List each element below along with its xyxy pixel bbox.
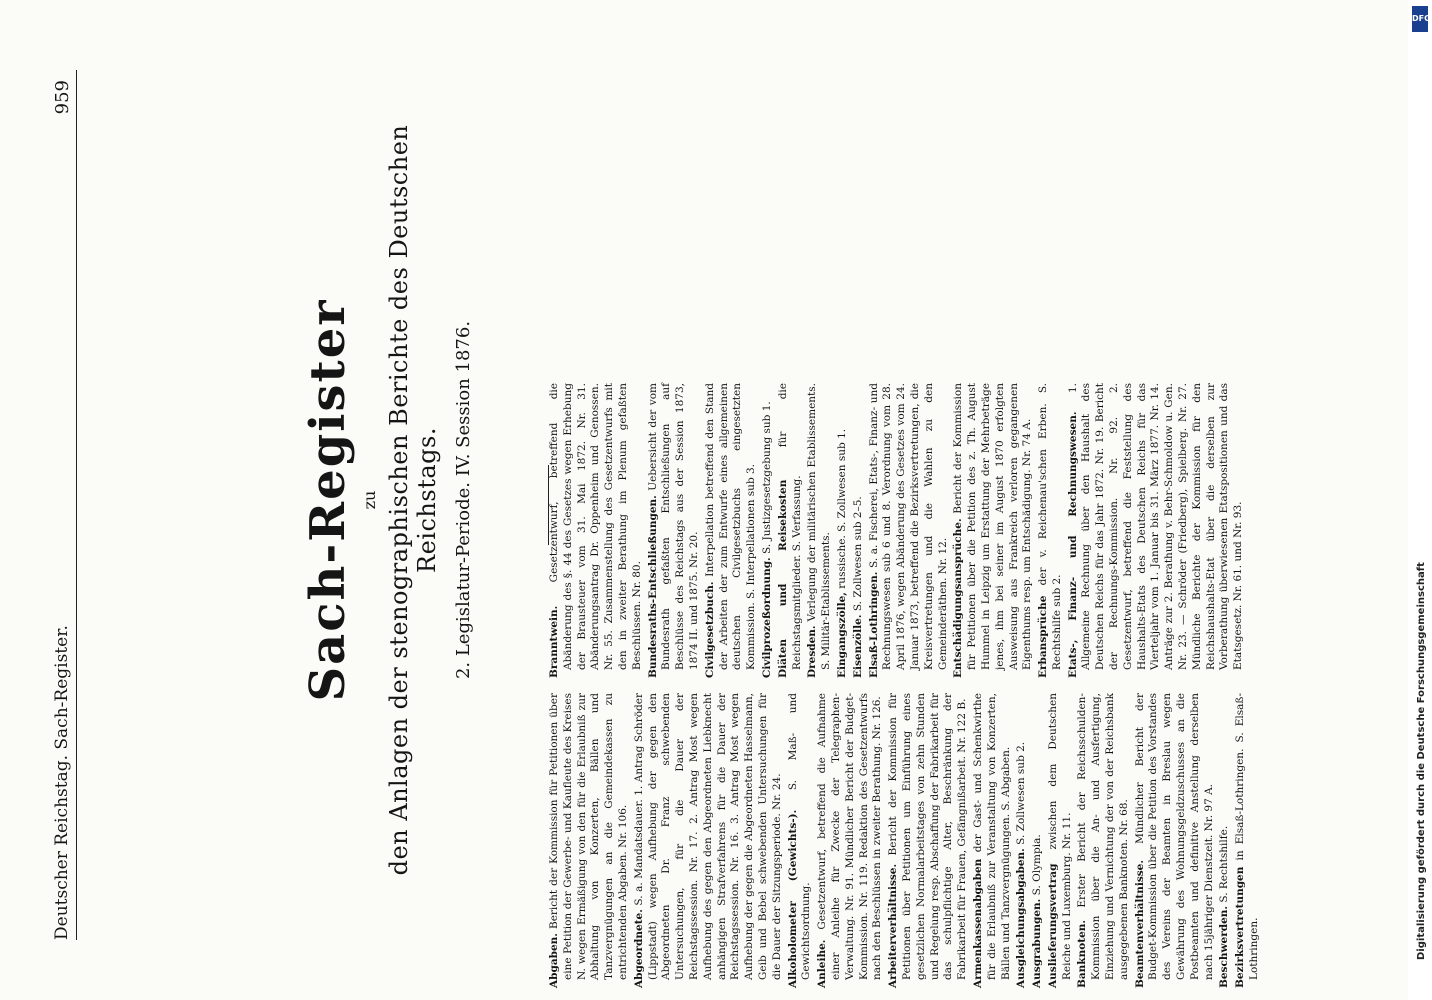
index-keyword: Abgaben. [548, 933, 560, 988]
index-keyword: Civilprozeßordnung. [760, 557, 773, 678]
index-keyword: Bezirksvertretungen [1234, 866, 1247, 988]
index-keyword: Alkoholometer (Gewichts-). [786, 809, 799, 988]
subtitle: den Anlagen der stenographischen Berichte des Deutschen Reichstags. [385, 124, 441, 876]
index-keyword: Dresden. [806, 625, 819, 678]
index-keyword: Ausgrabungen. [1031, 898, 1044, 988]
digitization-sidebar [1408, 0, 1432, 1000]
index-keyword: Elsaß-Lothringen. [867, 571, 880, 678]
index-entry [972, 693, 1013, 988]
page-number: 959 [52, 80, 73, 115]
index-keyword: Abgeordnete. [632, 909, 645, 988]
index-entry [1031, 693, 1045, 988]
index-keyword: Civilgesetzbuch. [703, 581, 716, 678]
title-zu: zu [360, 490, 379, 510]
index-keyword: Anleihe. [816, 939, 829, 988]
index-text: Verlegung der militärischen Etablissements. S. Militär-Etablissements. [806, 383, 833, 670]
index-keyword: Banknoten. [1076, 919, 1089, 988]
index-entry [1134, 693, 1217, 988]
index-entry [868, 383, 951, 678]
index-entry [852, 383, 866, 678]
index-text: Gesetzentwurf, betreffend die Abänderung des §. 44 des Gesetzes wegen Erhebung der Brausteuer vom 31. Mai 1872. Nr. 31. Abänderungsantrag Dr. Oppenheim und Genossen. Nr. 55. Zusammenstellung des Gesetzentwurfs mit den in zweiter Berathung im Plenum gefaßten Beschlüssen. Nr. 80. [548, 383, 643, 670]
index-entry [836, 383, 850, 678]
index-text: S. Zollwesen sub 2–5. [851, 496, 864, 615]
index-keyword: Arbeiterverhältnisse. [887, 863, 900, 988]
funding-credit: Digitalisierung gefördert durch die Deutsche Forschungsgemeinschaft [1416, 562, 1427, 960]
index-entry [633, 693, 785, 988]
index-entry [787, 693, 815, 988]
dfg-logo: DFG [1412, 6, 1428, 32]
index-text: Mündlicher Bericht der Budget-Kommission über die Petition des Vorstandes des Vereins der Beamten in Breslau wegen Gewährung des Wohnungsgeldzuschusses an die Postbeamten und definitive Anstellung derselben nach 15jähriger Dienstzeit. Nr. 97 A. [1133, 693, 1215, 980]
index-keyword: Eingangszölle, [835, 592, 848, 678]
index-entry [1218, 693, 1232, 988]
index-text: S. a. Mandatsdauer. 1. Antrag Schröder (Lippstadt) wegen Aufhebung der gegen den Abgeordneten Dr. Franz schwebenden Untersuchungen, für die Dauer der Reichstagssession. Nr. 17. 2. Antrag Most wegen Aufhebung des gegen den Abgeordneten Liebknecht anhängigen Strafverfahrens für die Dauer der Reichstagssession. Nr. 16. 3. Antrag Most wegen Aufhebung der gegen die Abgeordneten Hasselmann, Geib und Bebel schwebenden Untersuchungen für die Dauer der Sitzungsperiode. Nr. 24. [632, 693, 783, 980]
index-entry [1047, 693, 1075, 988]
index-text: Bericht der Kommission für Petitionen über die Petition des z. Th. August Hummel in Leipzig um Erstattung der Mehrbeträge jenes, ihm bei seiner im August 1870 erfolgten Ausweisung aus Frankreich verloren gegangenen Eigenthums resp. um Entschädigung. Nr. 74 A. [952, 383, 1034, 670]
index-entry [548, 383, 645, 678]
index-keyword: Branntwein. [548, 605, 560, 678]
index-keyword: Entschädigungsansprüche. [952, 518, 965, 678]
index-keyword: Ausgleichungsabgaben. [1015, 848, 1028, 988]
index-text: russische. S. Zollwesen sub 1. [835, 428, 848, 593]
index-text: der Gast- und Schenkwirthe für die Erlaubniß zur Veranstaltung von Konzerten, Bällen und Tanzvergnügungen. S. Abgaben. [971, 693, 1012, 980]
index-column-2 [548, 383, 1248, 678]
index-text: 1. Allgemeine Rechnung über den Haushalt des Deutschen Reichs für das Jahr 1872. Nr. 19. Bericht der Rechnungs-Kommission. Nr. 92. 2. Gesetzentwurf, betreffend die Feststellung des Haushalts-Etats des Deutschen Reichs für das Vierteljahr vom 1. Januar bis 31. März 1877. Nr. 14. Anträge zur 2. Berathung v. Behr-Schmoldow u. Gen. Nr. 23. — Schröder (Friedberg), Spielberg. Nr. 27. Mündliche Berichte der Kommission für den Reichshaushalts-Etat über die derselben zur Vorberathung überwiesenen Etatspositionen und das Etatsgesetz. Nr. 61. und Nr. 93. [1066, 383, 1245, 670]
index-text: der v. Reichenau'schen Erben. S. Rechtshilfe sub 2. [1037, 383, 1063, 670]
index-text: Bericht der Kommission für Petitionen über eine Petition der Gewerbe- und Kaufleute des Kreises N. wegen Ermäßigung von den für die Erlaubniß zur Abhaltung von Konzerten, Bällen und Tanzvergnügungen an die Gemeindekassen zu entrichtenden Abgaben. Nr. 106. [548, 693, 629, 980]
index-keyword: Armenkassenabgaben [971, 858, 984, 988]
index-entry [816, 693, 885, 988]
index-entry [1076, 693, 1131, 988]
index-keyword: Diäten und Reisekosten [776, 479, 789, 678]
index-entry [761, 383, 775, 678]
index-text: S. Rechtshilfe. [1218, 825, 1231, 906]
index-text: Gesetzentwurf, betreffend die Aufnahme einer Anleihe für Zwecke der Telegraphen-Verwaltung. Nr. 91. Mündlicher Bericht der Budget-Kommission. Nr. 119. Redaktion des Gesetzentwurfs nach den Beschlüssen in zweiter Berathung. Nr. 126. [816, 693, 884, 980]
index-entry [1015, 693, 1029, 988]
header-title: Deutscher Reichstag. Sach-Register. [52, 625, 72, 940]
index-entry [777, 383, 805, 678]
index-entry [806, 383, 834, 678]
index-entry [1067, 383, 1246, 678]
index-text: S. Maß- und Gewichtsordnung. [786, 693, 813, 980]
index-columns [548, 53, 1368, 988]
index-text: für die Reichstagsmitglieder. S. Verfassung. [776, 383, 803, 670]
index-keyword: Etats-, Finanz- und Rechnungswesen. [1066, 411, 1079, 678]
index-text: S. Olympia. [1031, 834, 1044, 899]
index-keyword: Bundesraths-Entschließungen. [646, 495, 659, 678]
index-keyword: Eisenzölle. [851, 614, 864, 678]
index-entry [952, 383, 1035, 678]
index-entry [704, 383, 759, 678]
header-rule [76, 70, 77, 940]
index-entry [1037, 383, 1065, 678]
index-keyword: Erbansprüche [1037, 595, 1050, 678]
index-column-1 [548, 693, 1264, 988]
index-text: Interpellation betreffend den Stand der Arbeiten der zum Entwurfe eines allgemeinen deutschen Civilgesetzbuchs eingesetzten Kommission. S. Interpellationen sub 3. [703, 383, 758, 670]
index-text: Uebersicht der vom Bundesrath gefaßten Entschließungen auf Beschlüsse des Reichstags aus der Session 1873, 1874 II. und 1875. Nr. 20. [646, 383, 700, 670]
index-entry [548, 693, 631, 988]
index-entry [647, 383, 702, 678]
index-keyword: Auslieferungsvertrag [1046, 863, 1059, 988]
running-header [52, 80, 72, 940]
index-text: S. Justizgesetzgebung sub 1. [760, 401, 773, 558]
main-title: Sach-Register [300, 298, 356, 702]
index-text: zwischen dem Deutschen Reiche und Luxemburg. Nr. 11. [1046, 693, 1073, 980]
index-text: S. Zollwesen sub 2. [1015, 741, 1028, 849]
index-entry [887, 693, 970, 988]
index-text: in Elsaß-Lothringen. S. Elsaß-Lothringen. [1234, 693, 1261, 980]
index-text: Erster Bericht der Reichsschulden-Kommission über die An- und Ausfertigung, Einziehung und Vernichtung der von der Reichsbank ausgegebenen Banknoten. Nr. 68. [1076, 693, 1130, 980]
session-line: 2. Legislatur-Periode. IV. Session 1876. [453, 320, 474, 680]
index-entry [1234, 693, 1262, 988]
index-keyword: Beschwerden. [1218, 905, 1231, 988]
title-block [80, 60, 474, 940]
index-text: Bericht der Kommission für Petitionen über Petitionen um Einführung eines gesetzlichen Normalarbeitstages von zehn Stunden und Regelung resp. Abschaffung der Fabrikarbeit für das schulpflichtige Alter, Beschränkung der Fabrikarbeit für Frauen, Gefängnißarbeit. Nr. 122 B. [887, 693, 969, 980]
index-keyword: Beamtenverhältnisse. [1133, 859, 1146, 988]
index-text: S. a. Fischerei, Etats-, Finanz- und Rechnungswesen sub 6 und 8. Verordnung vom 28. April 1876, wegen Abänderung des Gesetzes vom 24. Januar 1873, betreffend die Bezirksvertretungen, die Kreisvertretungen und die Wahlen zu den Gemeinderäthen. Nr. 12. [867, 383, 949, 670]
